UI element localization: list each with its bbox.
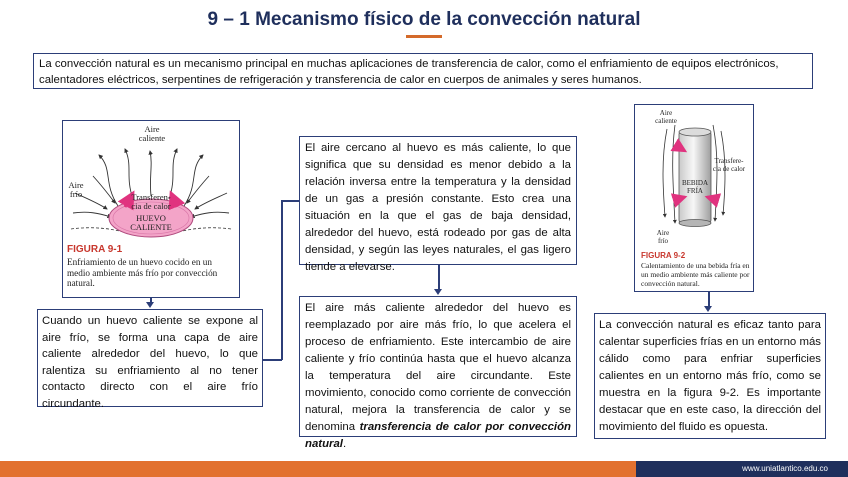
fig1-hot-air-label: Aire caliente xyxy=(138,124,166,143)
fig2-caption-title: FIGURA 9-2 xyxy=(641,251,686,260)
arrow-middle xyxy=(434,289,442,295)
intro-text: La convección natural es un mecanismo principal en muchas aplicaciones de transferencia de calor, como el enfriamiento de equipos electrónicos, calentadores eléctricos, serpentines de refrigeración y transferencia de calor en cuerpos de animales y seres humanos. xyxy=(39,58,779,86)
text-box-convection-current xyxy=(299,296,577,450)
connector-fig2-to-text xyxy=(708,292,710,307)
connector-middle xyxy=(438,265,440,290)
page-title: 9 – 1 Mecanismo físico de la convección natural xyxy=(207,9,641,30)
convection-term: transferencia de calor por convección natural xyxy=(305,421,571,450)
fig1-caption-text: Enfriamiento de un huevo cocido en un medio ambiente más frío por convección natural. xyxy=(67,257,218,288)
connector-left-vertical xyxy=(281,200,283,360)
convection-current-end: . xyxy=(342,438,347,450)
fig2-hot-air-label: Aire caliente xyxy=(655,109,677,125)
title-underline xyxy=(406,35,442,38)
fig1-heat-transfer-label: Transferen- cia de calor xyxy=(131,192,171,211)
footer-orange-bar xyxy=(0,461,636,477)
intro-box xyxy=(33,53,813,89)
hot-egg-text: Cuando un huevo caliente se expone al aire frío, se forma una capa de aire caliente alrededor del huevo, lo que ralentiza su enfriamiento al no tener contacto directo con el aire frío circundante. xyxy=(42,315,258,410)
footer-url: www.uniatlantico.edu.co xyxy=(742,464,828,473)
fig2-caption-text: Calentamiento de una bebida fría en un medio ambiente más caliente por convección natural. xyxy=(641,261,750,288)
density-text: El aire cercano al huevo es más caliente, lo que significa que su densidad es menor debido a la relación inversa entre la temperatura y la densidad de un gas a presión constante. Esto crea una situación en la que el gas de baja densidad, alrededor del huevo, está rodeado por gas de alta densidad, y según las leyes naturales, el gas ligero tiende a elevarse. xyxy=(305,142,571,273)
fig2-drink-label: BEBIDA FRÍA xyxy=(681,179,709,195)
text-box-hot-egg xyxy=(37,309,263,410)
arrow-fig1-to-text xyxy=(146,302,154,308)
connector-left-to-hot-egg xyxy=(263,359,282,361)
fig1-egg-label: HUEVO CALIENTE xyxy=(130,213,172,232)
connector-left-horizontal xyxy=(281,200,299,202)
arrow-fig2-to-text xyxy=(704,306,712,312)
text-box-effectiveness xyxy=(594,313,826,439)
figure-9-1 xyxy=(62,120,240,298)
fig1-caption-title: FIGURA 9-1 xyxy=(67,244,123,255)
effectiveness-text: La convección natural es eficaz tanto para calentar superficies frías en un entorno más cálido como para enfriar superficies calientes en un entorno más frío, como se muestra en la figura 9-2. Es importante destacar que en este caso, la dirección del movimiento del fluido es opuesta. xyxy=(599,319,821,433)
fig2-heat-transfer-label: Transfere- cia de calor xyxy=(712,157,746,173)
figure-9-2 xyxy=(634,104,754,292)
text-box-density xyxy=(299,136,577,273)
convection-current-text: El aire más caliente alrededor del huevo es reemplazado por aire más frío, lo que acelera el proceso de enfriamiento. Este intercambio de aire caliente y frío continúa hasta que el huevo alcanza la temperatura del aire circundante. Este movimiento, conocido como corriente de convección natural, mejora la transferencia de calor y se denomina xyxy=(305,302,571,433)
fig2-cold-air-label: Aire frío xyxy=(656,229,670,245)
fig1-cold-air-label: Aire frío xyxy=(68,180,84,199)
